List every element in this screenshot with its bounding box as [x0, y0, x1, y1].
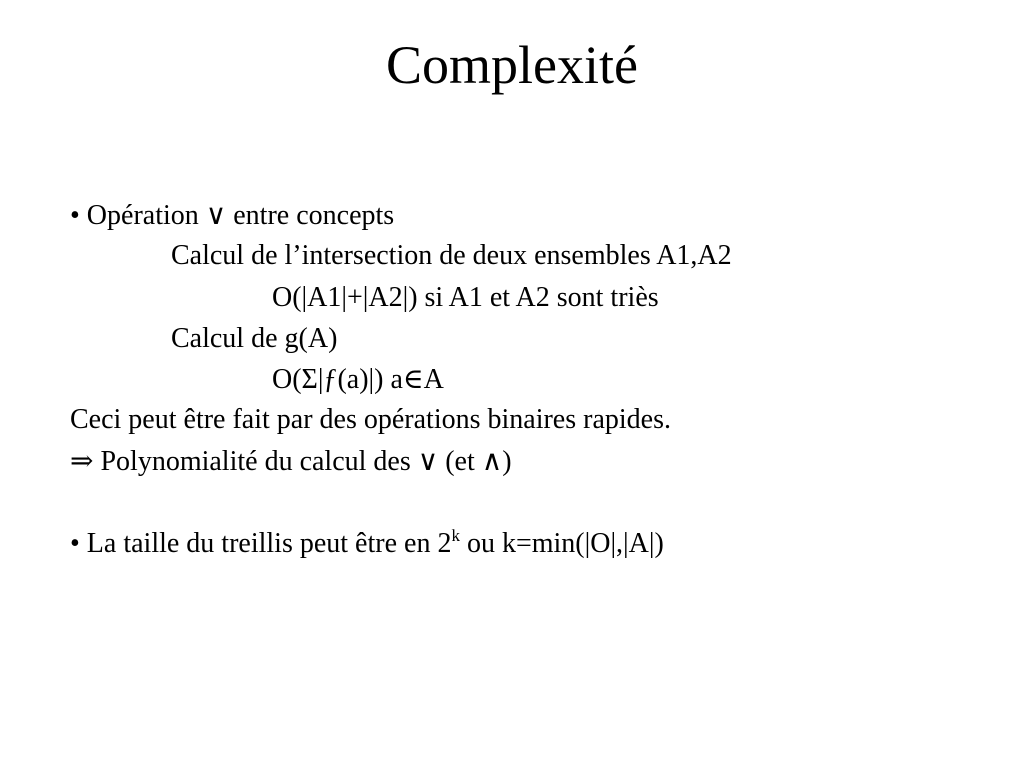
- lattice-size-exponent: k: [451, 526, 460, 545]
- line-calcul-g: Calcul de g(A): [171, 323, 338, 354]
- line-binary-operations: Ceci peut être fait par des opérations binaires rapides.: [70, 404, 671, 435]
- bullet-operation-or: • Opération ∨ entre concepts: [70, 200, 395, 231]
- line-intersection-cost: O(|A1|+|A2|) si A1 et A2 sont triès: [272, 282, 659, 313]
- lattice-size-suffix: ou k=min(|O|,|A|): [459, 528, 664, 559]
- slide-title: Complexité: [386, 35, 638, 95]
- lattice-size-prefix: • La taille du treillis peut être en 2: [70, 528, 452, 559]
- line-polynomiality: ⇒ Polynomialité du calcul des ∨ (et ∧): [70, 446, 512, 477]
- line-g-cost: O(Σ|ƒ(a)|) a∈A: [272, 364, 444, 395]
- bullet-lattice-size: [70, 524, 664, 564]
- line-intersection: Calcul de l’intersection de deux ensembles A1,A2: [171, 240, 732, 271]
